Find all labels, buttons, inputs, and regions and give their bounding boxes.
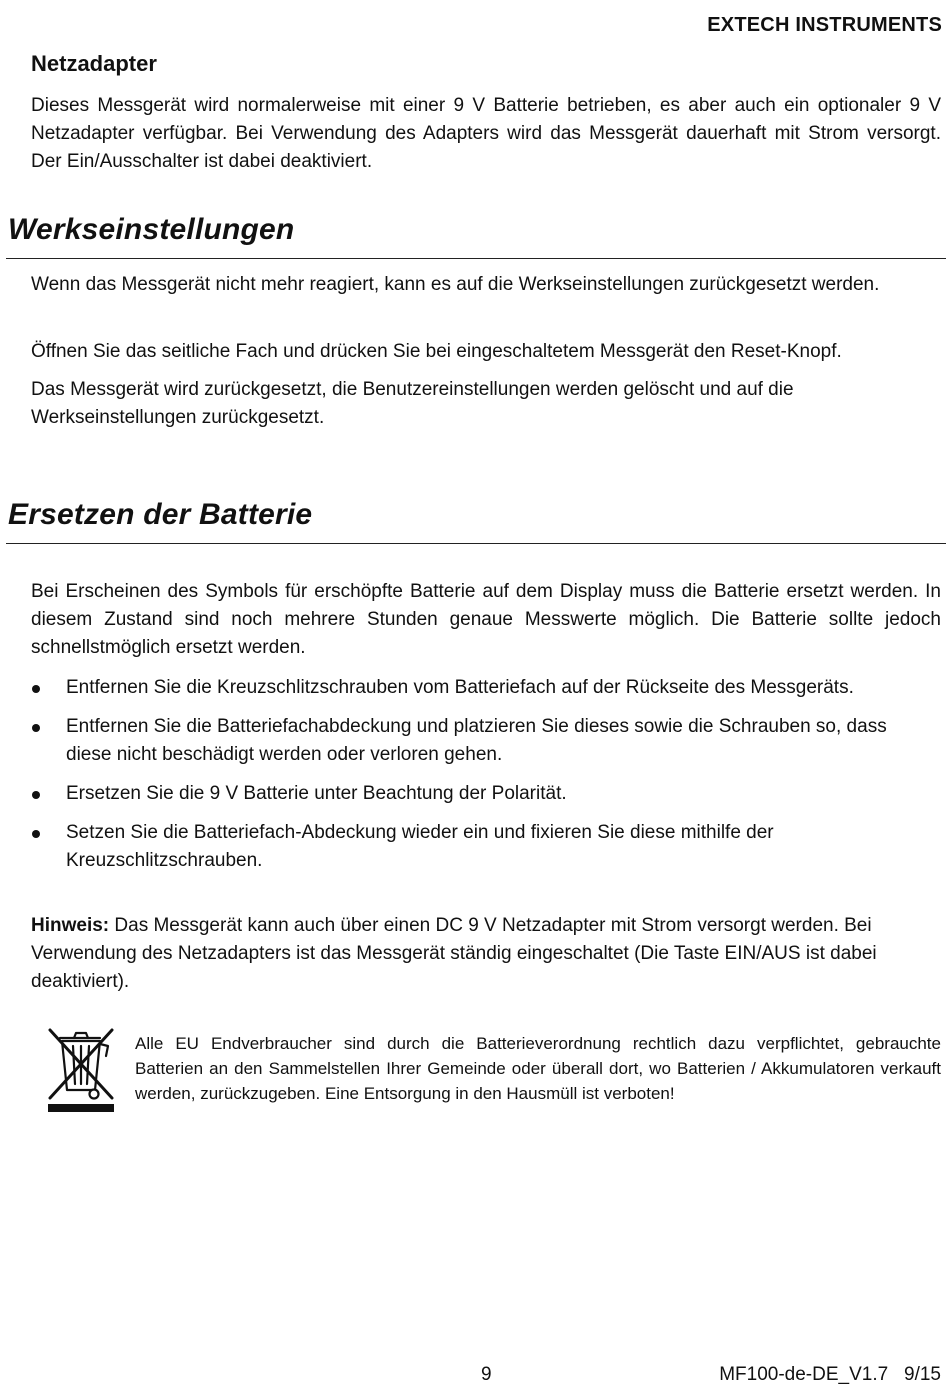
section-divider bbox=[6, 258, 946, 259]
netzadapter-text: Dieses Messgerät wird normalerweise mit einer 9 V Batterie betrieben, es aber auch ein optionaler 9 V Netzadapter verfügbar. Bei Verwendung des Adapters wird das Messgerät dauerhaft mit Strom versorgt. Der Ein/Ausschalter ist dabei deaktiviert. bbox=[31, 95, 941, 172]
bullet-icon bbox=[32, 830, 40, 838]
eu-disposal-notice: Alle EU Endverbraucher sind durch die Batterieverordnung rechtlich dazu verpflichtet, gebrauchte Batterien an den Sammelstellen Ihrer Gemeinde oder überall dort, wo Batterien / Akkumulatoren verkauft werden, zurückzugeben. Eine Entsorgung in den Hausmüll ist verboten! bbox=[135, 1034, 941, 1103]
werkseinstellungen-paragraph-2: Öffnen Sie das seitliche Fach und drücken Sie bei eingeschaltetem Messgerät den Reset-Knopf. bbox=[31, 341, 842, 362]
hinweis-text: Das Messgerät kann auch über einen DC 9 V Netzadapter mit Strom versorgt werden. Bei Verwendung des Netzadapters ist das Messgerät ständig eingeschaltet (Die Taste EIN/AUS ist dabei deaktiviert). bbox=[31, 915, 877, 992]
battery-steps-list bbox=[31, 674, 936, 886]
werkseinstellungen-paragraph-1: Wenn das Messgerät nicht mehr reagiert, kann es auf die Werkseinstellungen zurückgesetzt werden. bbox=[31, 274, 880, 295]
brand-header: EXTECH INSTRUMENTS bbox=[707, 14, 942, 36]
batterie-intro: Bei Erscheinen des Symbols für erschöpfte Batterie auf dem Display muss die Batterie ersetzt werden. In diesem Zustand sind noch mehrere Stunden genaue Messwerte möglich. Die Batterie sollte jedoch schnellstmöglich ersetzt werden. bbox=[31, 581, 941, 658]
list-item-text: Ersetzen Sie die 9 V Batterie unter Beachtung der Polarität. bbox=[66, 783, 567, 804]
bullet-icon bbox=[32, 685, 40, 693]
werkseinstellungen-paragraph-3: Das Messgerät wird zurückgesetzt, die Benutzereinstellungen werden gelöscht und auf die Werkseinstellungen zurückgesetzt. bbox=[31, 379, 794, 428]
batterie-title: Ersetzen der Batterie bbox=[8, 498, 313, 531]
list-item-text: Entfernen Sie die Kreuzschlitzschrauben vom Batteriefach auf der Rückseite des Messgeräts. bbox=[66, 677, 854, 698]
crossed-out-wheelie-bin-icon bbox=[42, 1024, 120, 1114]
list-item-text: Setzen Sie die Batteriefach-Abdeckung wieder ein und fixieren Sie diese mithilfe der Kreuzschlitzschrauben. bbox=[66, 822, 774, 871]
section-divider bbox=[6, 543, 946, 544]
netzadapter-heading: Netzadapter bbox=[31, 51, 157, 76]
document-id: MF100-de-DE_V1.7 9/15 bbox=[719, 1364, 941, 1385]
list-item bbox=[31, 780, 936, 808]
hinweis-note bbox=[31, 912, 941, 996]
list-item-text: Entfernen Sie die Batteriefachabdeckung und platzieren Sie dieses sowie die Schrauben so, dass diese nicht beschädigt werden oder verloren gehen. bbox=[66, 716, 887, 765]
list-item bbox=[31, 819, 936, 875]
bullet-icon bbox=[32, 791, 40, 799]
bullet-icon bbox=[32, 724, 40, 732]
page-number: 9 bbox=[481, 1364, 492, 1385]
werkseinstellungen-title: Werkseinstellungen bbox=[8, 213, 295, 246]
list-item bbox=[31, 674, 936, 702]
hinweis-label: Hinweis: bbox=[31, 915, 110, 936]
list-item bbox=[31, 713, 936, 769]
